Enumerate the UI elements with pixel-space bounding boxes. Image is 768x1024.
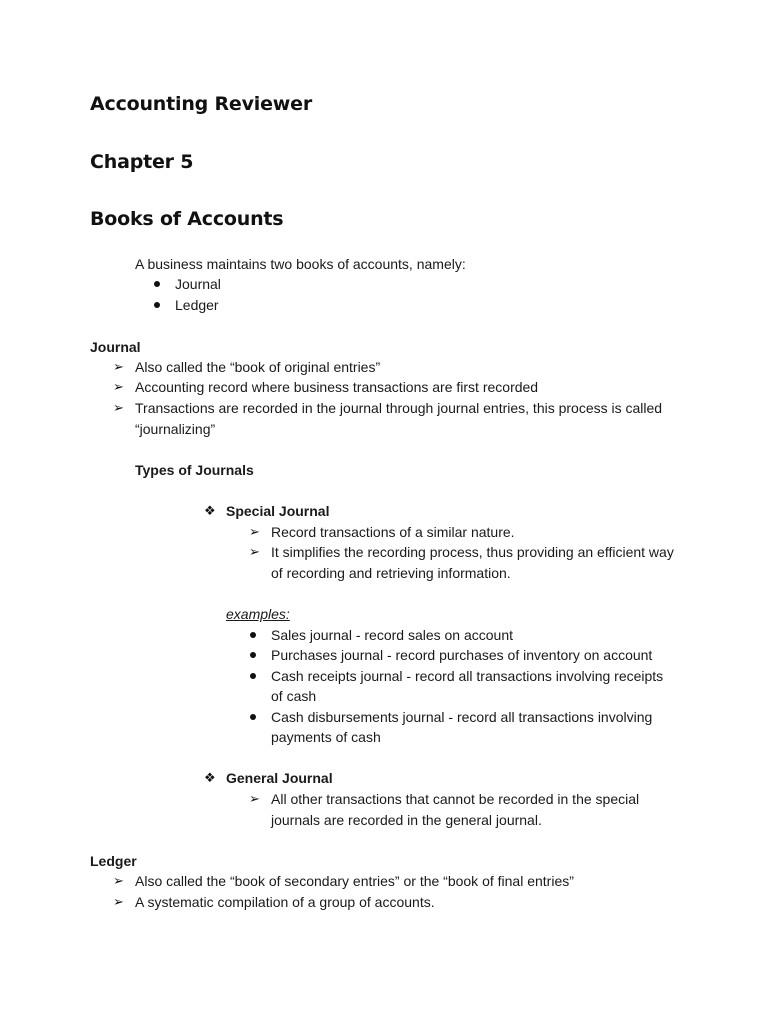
example-item: Cash receipts journal - record all transactions involving receipts: [271, 668, 664, 684]
general-point: All other transactions that cannot be recorded in the special: [271, 791, 640, 807]
journal-heading: Journal: [90, 339, 141, 355]
example-item-continued: payments of cash: [271, 729, 381, 745]
example-item-continued: of cash: [271, 688, 317, 704]
ledger-point: Also called the “book of secondary entries” or the “book of final entries”: [135, 873, 574, 889]
arrow-icon: ➢: [249, 524, 260, 539]
arrow-icon: ➢: [113, 894, 124, 909]
chapter-title: Chapter 5: [90, 151, 194, 173]
journal-point: Also called the “book of original entries”: [135, 359, 381, 375]
types-heading: Types of Journals: [135, 462, 254, 478]
arrow-icon: ➢: [113, 379, 124, 394]
general-point-continued: journals are recorded in the general journal.: [271, 812, 542, 828]
examples-label: examples:: [226, 606, 290, 622]
bullet-icon: [250, 652, 256, 658]
document-title: Accounting Reviewer: [90, 93, 312, 115]
arrow-icon: ➢: [249, 544, 260, 559]
journal-point: Transactions are recorded in the journal through journal entries, this process is called: [135, 400, 663, 416]
bullet-icon: [154, 281, 160, 287]
journal-point-continued: “journalizing”: [135, 421, 216, 437]
special-point: It simplifies the recording process, thus providing an efficient way: [271, 544, 674, 560]
arrow-icon: ➢: [113, 359, 124, 374]
arrow-icon: ➢: [113, 873, 124, 888]
ledger-heading: Ledger: [90, 853, 137, 869]
intro-item-journal: Journal: [175, 276, 221, 292]
special-point-continued: of recording and retrieving information.: [271, 565, 511, 581]
intro-item-ledger: Ledger: [175, 297, 219, 313]
example-item: Sales journal - record sales on account: [271, 627, 514, 643]
example-item: Cash disbursements journal - record all transactions involving: [271, 709, 653, 725]
bullet-icon: [250, 714, 256, 720]
diamond-icon: ❖: [204, 770, 216, 785]
bullet-icon: [250, 673, 256, 679]
intro-text: A business maintains two books of accounts, namely:: [135, 256, 466, 272]
diamond-icon: ❖: [204, 503, 216, 518]
arrow-icon: ➢: [113, 400, 124, 415]
section-title: Books of Accounts: [90, 208, 284, 230]
bullet-icon: [154, 302, 160, 308]
arrow-icon: ➢: [249, 791, 260, 806]
bullet-icon: [250, 632, 256, 638]
general-journal-title: General Journal: [226, 770, 333, 786]
ledger-point: A systematic compilation of a group of accounts.: [135, 894, 435, 910]
journal-point: Accounting record where business transactions are first recorded: [135, 379, 539, 395]
special-journal-title: Special Journal: [226, 503, 330, 519]
special-point: Record transactions of a similar nature.: [271, 524, 515, 540]
example-item: Purchases journal - record purchases of inventory on account: [271, 647, 653, 663]
